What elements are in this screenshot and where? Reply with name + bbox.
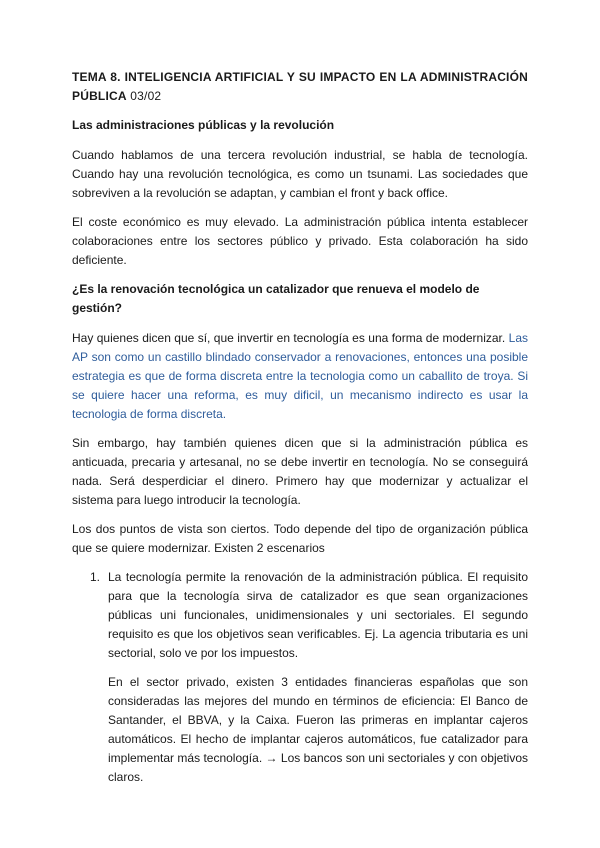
section-heading-renovacion: ¿Es la renovación tecnológica un catalizador que renueva el modelo de gestión? <box>72 282 480 315</box>
document-page <box>72 68 528 797</box>
paragraph-revolucion: Cuando hablamos de una tercera revolución industrial, se habla de tecnología. Cuando hay una revolución tecnológica, es como un tsunami. Las sociedades que sobreviven a la revolución se adaptan, y cambian el front y back office. <box>72 148 528 200</box>
paragraph-modernizar-highlight: Las AP son como un castillo blindado conservador a renovaciones, entonces una posible estrategia es que de forma discreta entre la tecnologia como un caballito de troya. Si se quiere hacer una reforma, es muy dificil, un mecanismo indirecto es usar la tecnologia de forma discreta. <box>72 331 528 421</box>
list-item <box>72 568 528 787</box>
paragraph-sin-embargo: Sin embargo, hay también quienes dicen que si la administración pública es anticuada, precaria y artesanal, no se debe invertir en tecnología. No se conseguirá nada. Será desperdiciar el dinero. Primero hay que modernizar y actualizar el sistema para luego introducir la tecnología. <box>72 436 528 507</box>
paragraph-modernizar-start: Hay quienes dicen que sí, que invertir en tecnología es una forma de modernizar. <box>72 331 509 345</box>
section-heading-revolucion: Las administraciones públicas y la revolución <box>72 118 335 132</box>
list-item-text: La tecnología permite la renovación de la administración pública. El requisito para que la tecnología sirva de catalizador es que sean organizaciones públicas uni funcionales, unidimensionales y uni sectoriales. El segundo requisito es que los objetivos sean verificables. Ej. La agencia tributaria es uni sectorial, solo ve por los impuestos. <box>108 570 528 660</box>
document-title <box>72 68 528 106</box>
paragraph-escenarios: Los dos puntos de vista son ciertos. Todo depende del tipo de organización pública que se quiere modernizar. Existen 2 escenarios <box>72 522 528 555</box>
list-item-number: 1. <box>90 570 101 584</box>
title-date: 03/02 <box>130 89 162 103</box>
list-item-subparagraph: En el sector privado, existen 3 entidades financieras españolas que son consideradas las mejores del mundo en términos de eficiencia: El Banco de Santander, el BBVA, y la Caixa. Fueron las primeras en implantar cajeros automáticos. El hecho de implantar cajeros automáticos, fue catalizador para implementar más tecnología. → Los bancos son uni sectoriales y con objetivos claros. <box>108 675 528 784</box>
scenario-list <box>72 568 528 787</box>
paragraph-coste: El coste económico es muy elevado. La administración pública intenta establecer colaboraciones entre los sectores público y privado. Esta colaboración ha sido deficiente. <box>72 215 528 267</box>
paragraph-modernizar <box>72 329 528 424</box>
title-text: TEMA 8. INTELIGENCIA ARTIFICIAL Y SU IMPACTO EN LA ADMINISTRACIÓN PÚBLICA <box>72 70 528 103</box>
